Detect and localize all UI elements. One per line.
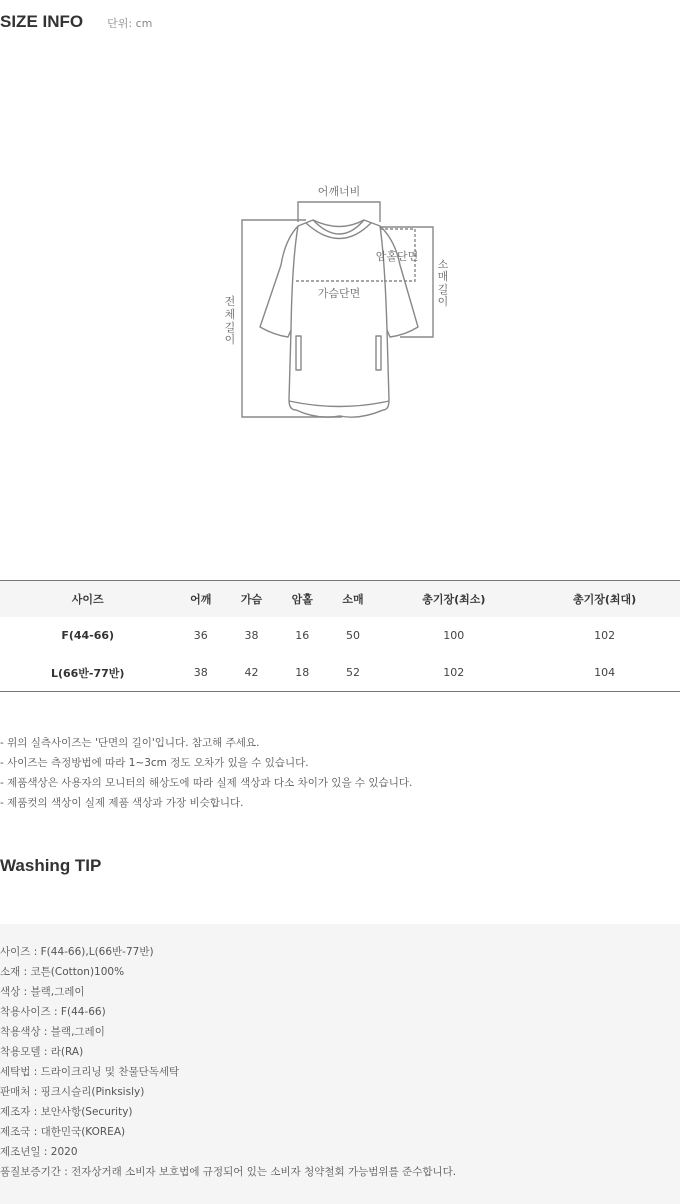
product-info-panel [0, 924, 680, 1204]
list-item: 사이즈 : F(44-66),L(66반-77반) [0, 946, 154, 958]
list-item: 색상 : 블랙,그레이 [0, 986, 85, 998]
list-item: - 제품컷의 색상이 실제 제품 색상과 가장 비슷합니다. [0, 797, 244, 809]
size-table-header-row [0, 581, 680, 618]
list-item: 품질보증기간 : 전자상거래 소비자 보호법에 규정되어 있는 소비자 청약철회 가능범위를 준수합니다. [0, 1166, 457, 1178]
table-cell: F(44-66) [61, 629, 115, 642]
list-item: - 제품색상은 사용자의 모니터의 해상도에 따라 실제 색상과 다소 차이가 있을 수 있습니다. [0, 777, 413, 789]
table-cell: 18 [295, 666, 310, 679]
table-cell: 102 [594, 629, 616, 642]
table-row [0, 617, 680, 654]
total-length-char-3: 길 [224, 321, 236, 334]
col-header-length-min: 총기장(최소) [378, 581, 529, 618]
total-length-char-2: 체 [224, 308, 236, 321]
product-info-list [0, 924, 680, 1182]
table-cell: 50 [346, 629, 361, 642]
list-item: 제조년일 : 2020 [0, 1146, 78, 1158]
garment-size-diagram [0, 170, 680, 430]
table-cell: 16 [295, 629, 310, 642]
shoulder-label: 어깨너비 [317, 185, 361, 198]
table-cell: 104 [594, 666, 616, 679]
sleeve-char-4: 이 [437, 295, 449, 308]
chest-label: 가슴단면 [317, 287, 361, 300]
table-cell: 38 [244, 629, 259, 642]
list-item: 세탁법 : 드라이크리닝 및 찬물단독세탁 [0, 1066, 180, 1078]
size-notes [0, 733, 412, 813]
size-info-header [0, 12, 152, 32]
list-item: 제조자 : 보안사항(Security) [0, 1106, 133, 1118]
size-table [0, 580, 680, 692]
unit-label: 단위: cm [107, 17, 153, 30]
table-cell: 52 [346, 666, 361, 679]
col-header-shoulder: 어깨 [175, 581, 226, 618]
table-cell: 38 [193, 666, 208, 679]
table-cell: 42 [244, 666, 259, 679]
total-length-char-1: 전 [224, 295, 236, 308]
size-info-title: SIZE INFO [0, 12, 84, 31]
list-item: 착용모델 : 라(RA) [0, 1046, 84, 1058]
armhole-label: 암홀단면 [375, 250, 419, 263]
col-header-armhole: 암홀 [277, 581, 328, 618]
shoulder-guide [298, 202, 380, 222]
table-cell: 36 [193, 629, 208, 642]
col-header-chest: 가슴 [226, 581, 277, 618]
list-item: - 사이즈는 측정방법에 따라 1~3cm 정도 오차가 있을 수 있습니다. [0, 757, 309, 769]
col-header-size: 사이즈 [0, 581, 175, 618]
table-cell: L(66반-77반) [50, 666, 125, 680]
col-header-sleeve: 소매 [328, 581, 379, 618]
table-cell: 102 [443, 666, 465, 679]
total-length-char-4: 이 [224, 333, 236, 346]
table-row [0, 654, 680, 692]
list-item: 착용사이즈 : F(44-66) [0, 1006, 106, 1018]
list-item: - 위의 실측사이즈는 '단면의 길이'입니다. 참고해 주세요. [0, 737, 260, 749]
table-cell: 100 [443, 629, 465, 642]
total-length-guide [242, 220, 342, 417]
list-item: 착용색상 : 블랙,그레이 [0, 1026, 105, 1038]
sleeve-char-3: 길 [437, 283, 449, 296]
list-item: 소재 : 코튼(Cotton)100% [0, 966, 125, 978]
sleeve-char-1: 소 [437, 258, 449, 271]
sleeve-char-2: 매 [437, 270, 449, 283]
list-item: 제조국 : 대한민국(KOREA) [0, 1126, 126, 1138]
list-item: 판매처 : 핑크시슬리(Pinksisly) [0, 1086, 145, 1098]
washing-tip-title: Washing TIP [0, 856, 102, 875]
col-header-length-max: 총기장(최대) [529, 581, 680, 618]
sleeve-guide [381, 227, 433, 337]
